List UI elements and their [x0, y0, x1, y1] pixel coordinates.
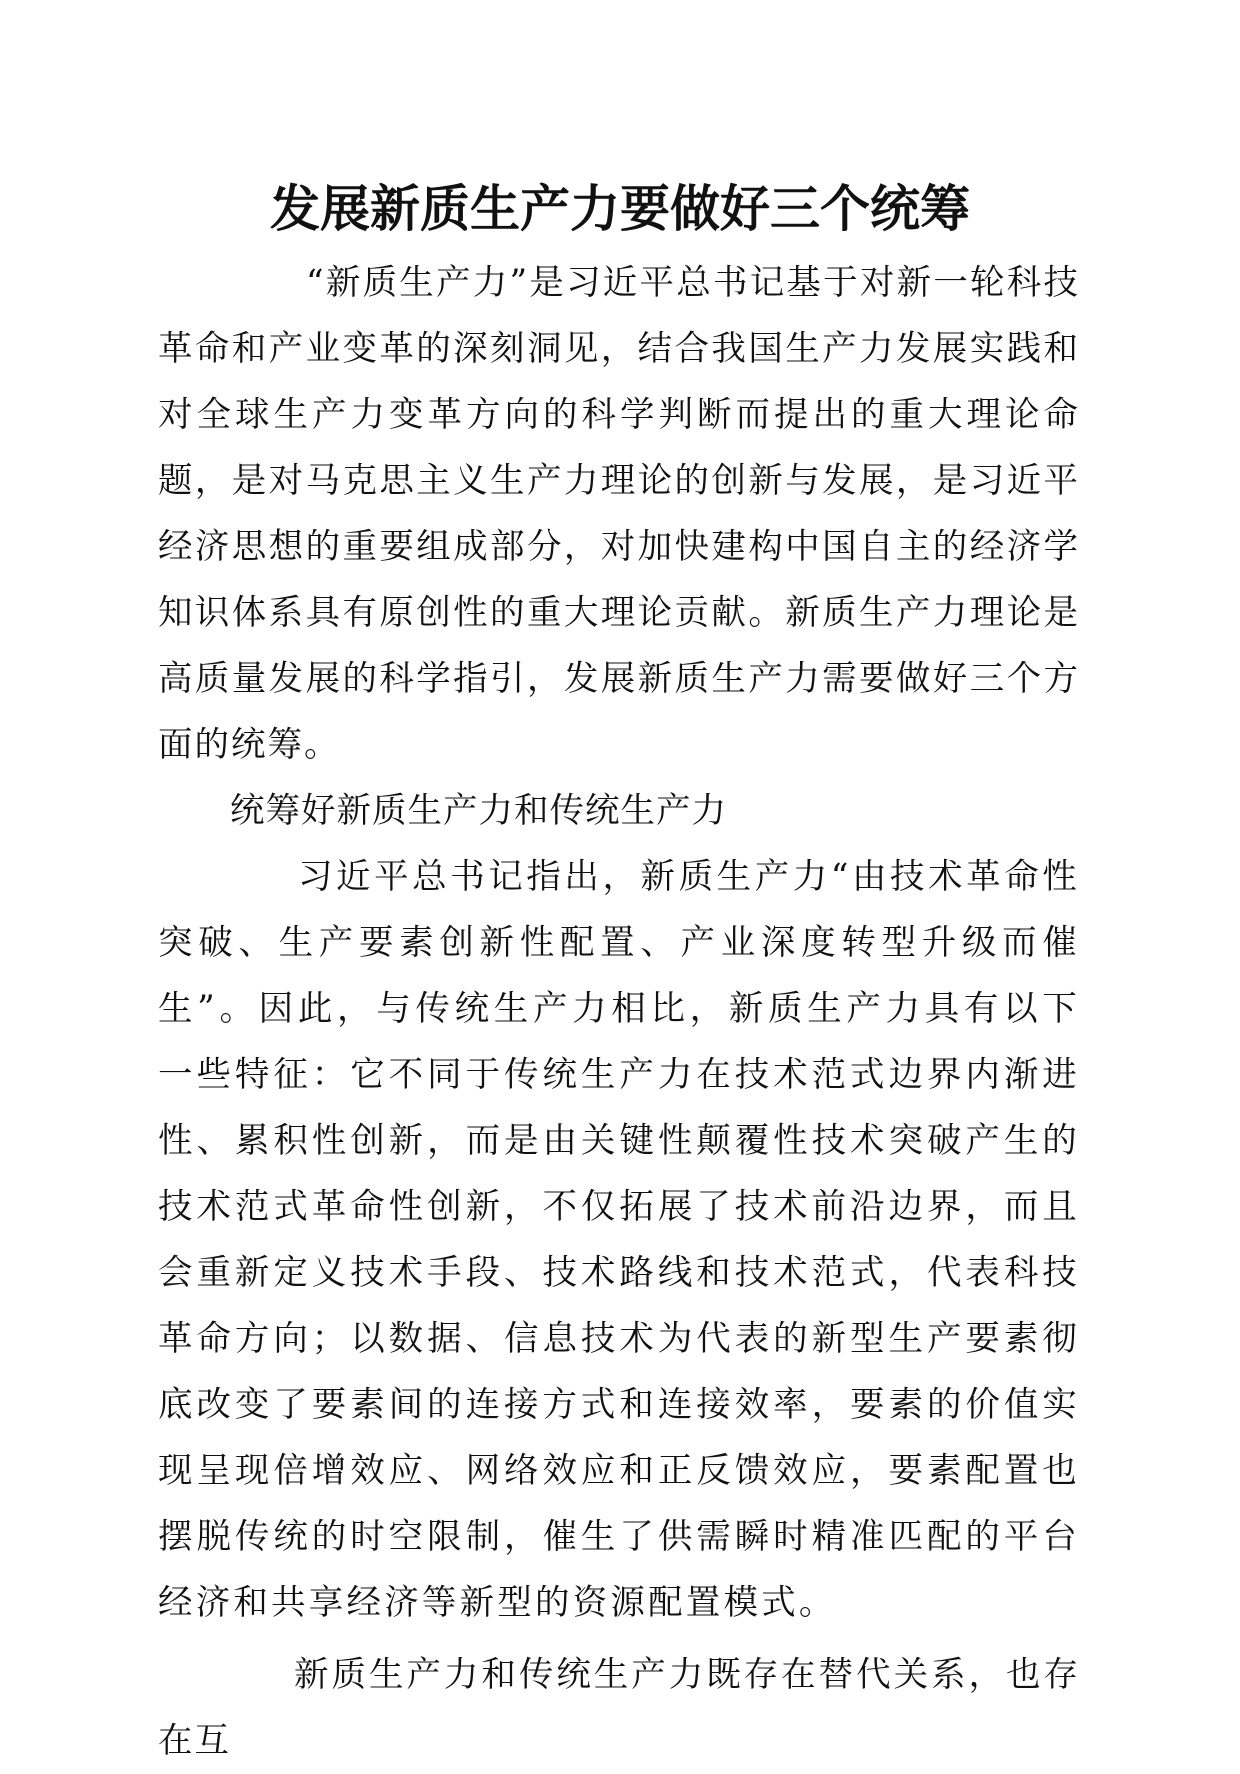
- paragraph-intro: “新质生产力”是习近平总书记基于对新一轮科技革命和产业变革的深刻洞见，结合我国生产力发展实践和对全球生产力变革方向的科学判断而提出的重大理论命题，是对马克思主义生产力理论的创新与发展，是习近平经济思想的重要组成部分，对加快建构中国自主的经济学知识体系具有原创性的重大理论贡献。新质生产力理论是高质量发展的科学指引，发展新质生产力需要做好三个方面的统筹。: [158, 263, 1080, 765]
- section-heading: 统筹好新质生产力和传统生产力: [230, 791, 727, 831]
- document-title: 发展新质生产力要做好三个统筹: [270, 179, 970, 238]
- document-body: [158, 250, 1080, 1774]
- paragraph-relationship: 新质生产力和传统生产力既存在替代关系，也存在互: [158, 1655, 1080, 1761]
- paragraph-characteristics: 习近平总书记指出，新质生产力“由技术革命性突破、生产要素创新性配置、产业深度转型升级而催生”。因此，与传统生产力相比，新质生产力具有以下一些特征：它不同于传统生产力在技术范式边界内渐进性、累积性创新，而是由关键性颠覆性技术突破产生的技术范式革命性创新，不仅拓展了技术前沿边界，而且会重新定义技术手段、技术路线和技术范式，代表科技革命方向；以数据、信息技术为代表的新型生产要素彻底改变了要素间的连接方式和连接效率，要素的价值实现呈现倍增效应、网络效应和正反馈效应，要素配置也摆脱传统的时空限制，催生了供需瞬时精准匹配的平台经济和共享经济等新型的资源配置模式。: [158, 857, 1080, 1623]
